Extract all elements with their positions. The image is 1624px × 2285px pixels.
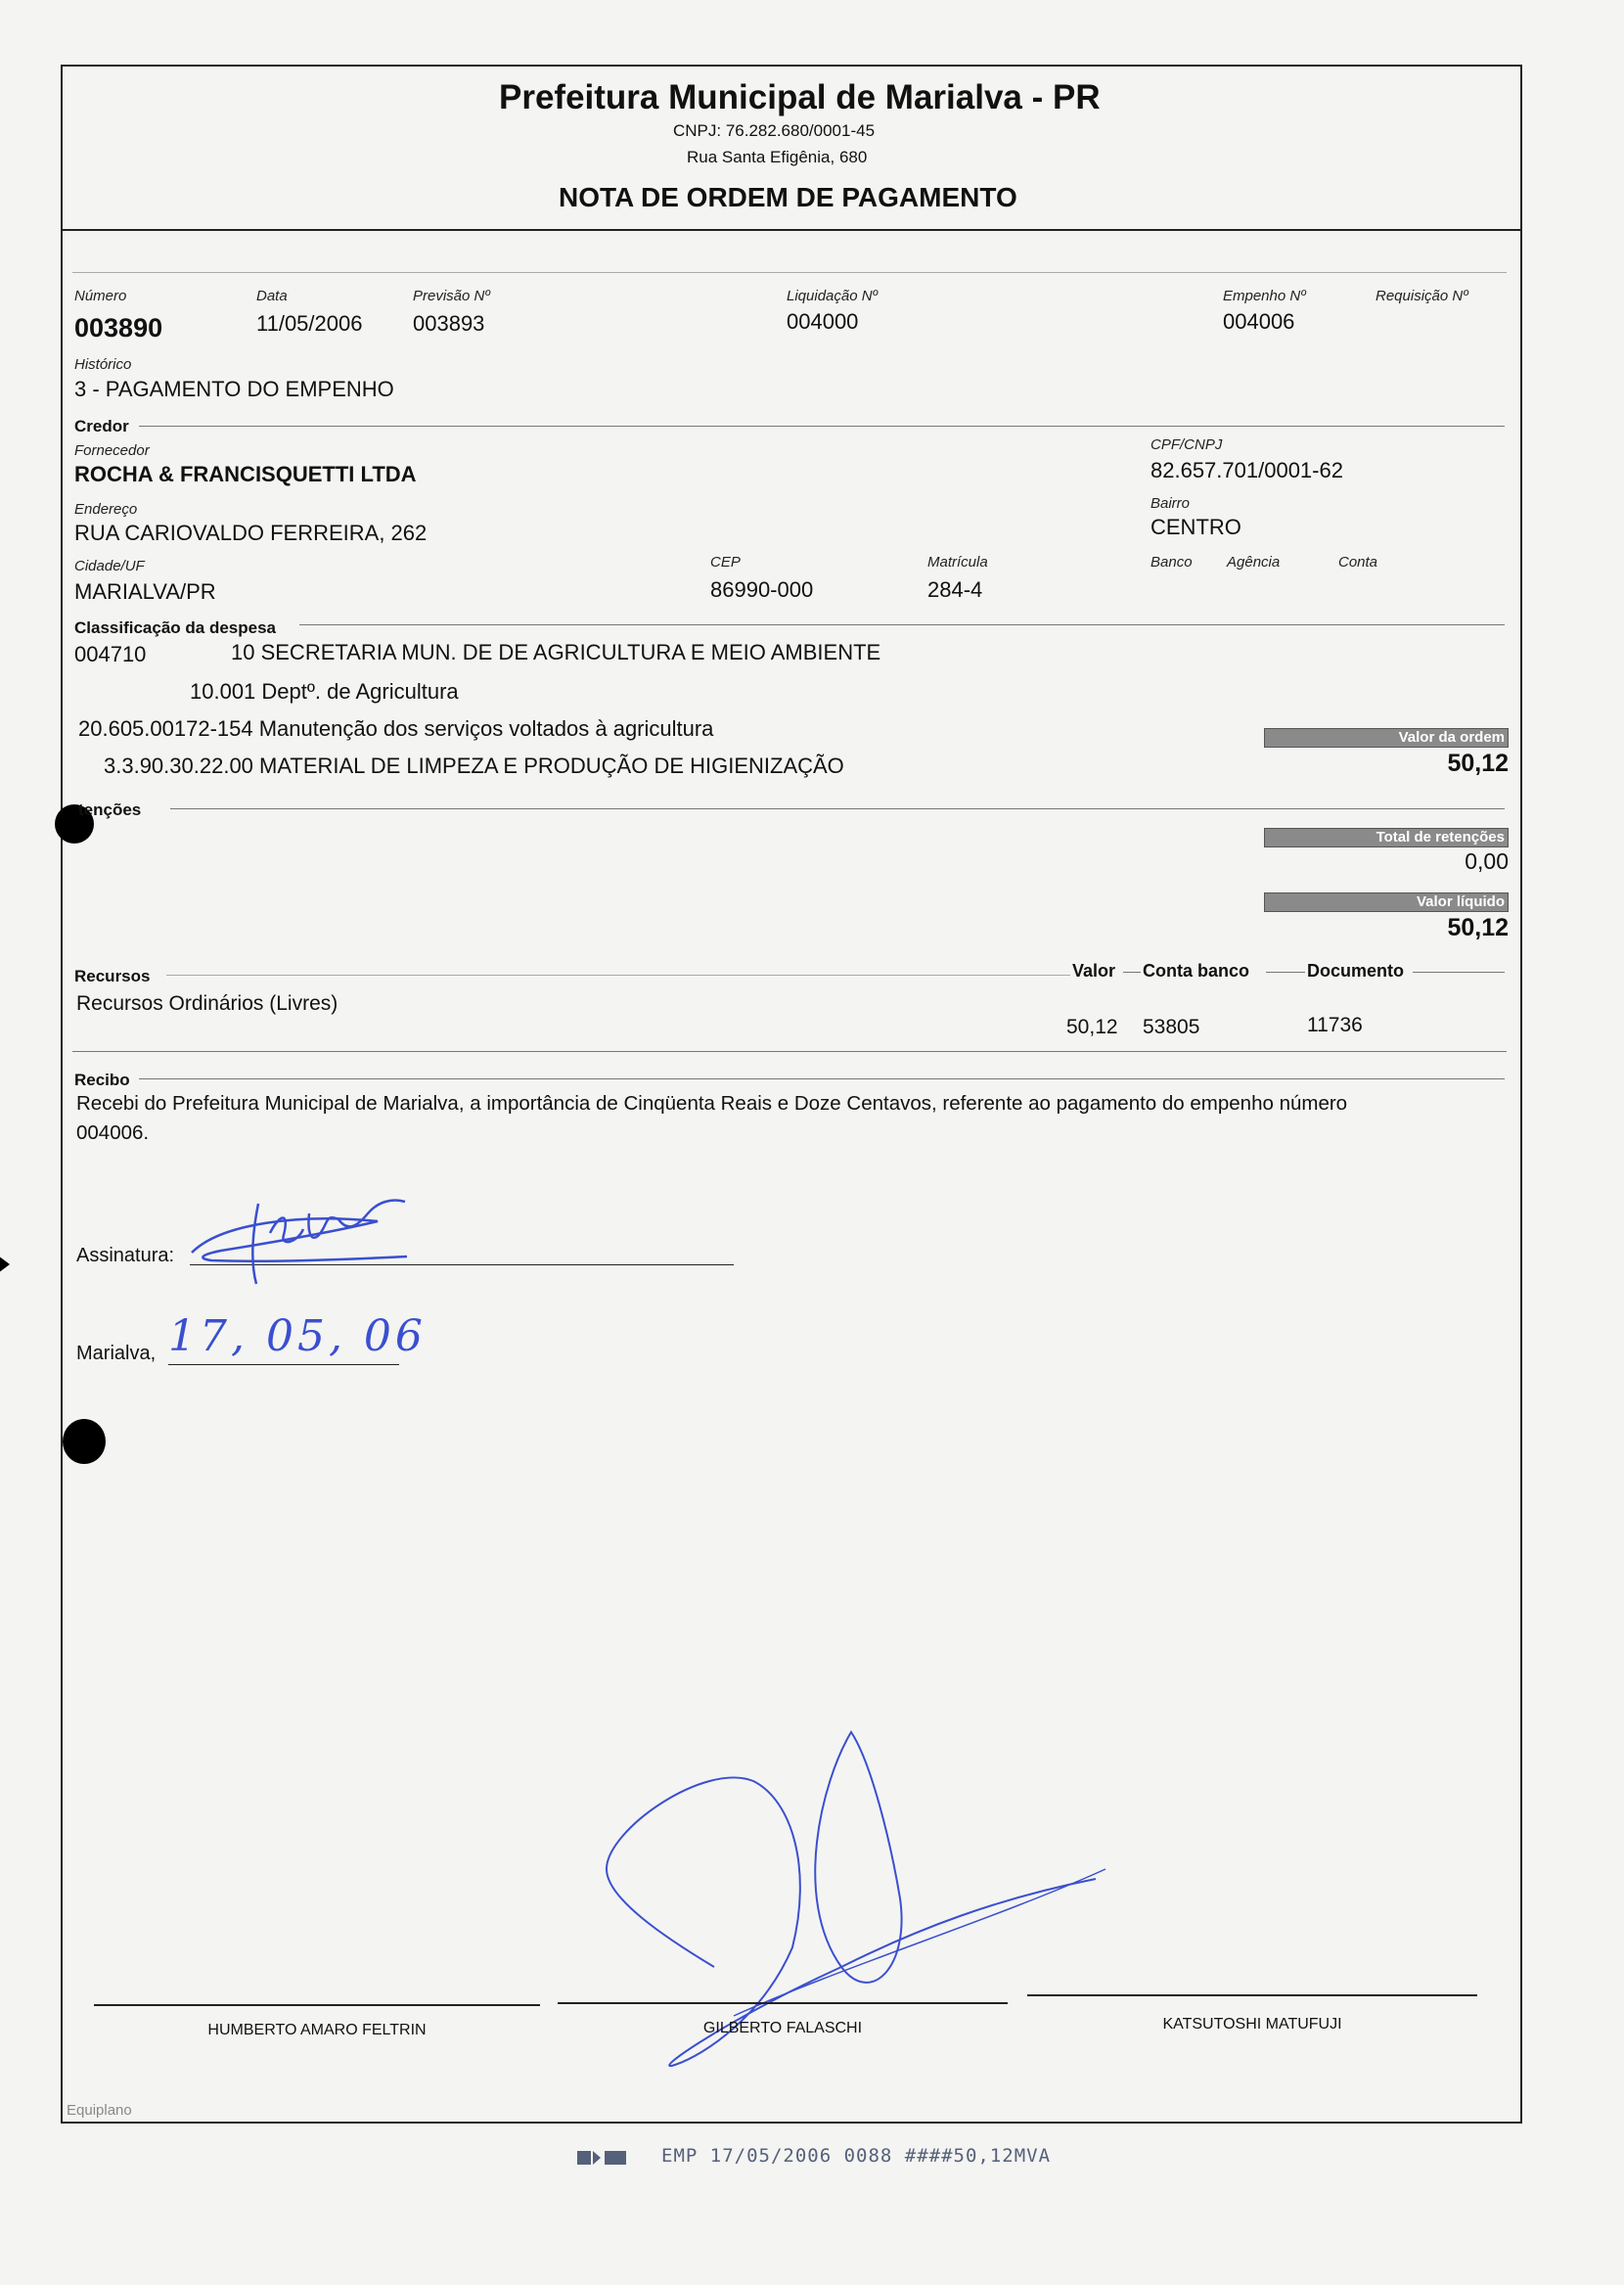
- date-line: [168, 1364, 399, 1365]
- liquidacao-value: 004000: [787, 309, 859, 334]
- cpf-value: 82.657.701/0001-62: [1150, 458, 1343, 482]
- total-retencoes-label: Total de retenções: [1376, 829, 1505, 845]
- recursos-valor: 50,12: [1066, 1016, 1118, 1038]
- assinatura-label: Assinatura:: [76, 1245, 175, 1266]
- signature-line-3: [1027, 1994, 1477, 1996]
- edge-marker: [0, 1253, 10, 1276]
- endereco-label: Endereço: [74, 501, 138, 518]
- recursos-descricao: Recursos Ordinários (Livres): [76, 992, 338, 1015]
- valor-liquido-header-bar: [1264, 892, 1509, 912]
- valor-ordem-header-bar: [1264, 728, 1509, 748]
- valor-liquido-value: 50,12: [1447, 914, 1509, 941]
- historico-value: 3 - PAGAMENTO DO EMPENHO: [74, 377, 394, 401]
- recursos-documento-header: Documento: [1307, 961, 1404, 981]
- numero-label: Número: [74, 288, 127, 304]
- fornecedor-value: ROCHA & FRANCISQUETTI LTDA: [74, 462, 417, 486]
- retencoes-section-label: tenções: [78, 800, 142, 819]
- requisicao-label: Requisição Nº: [1376, 288, 1468, 304]
- recibo-section-label: Recibo: [74, 1071, 130, 1089]
- cidade-value: MARIALVA/PR: [74, 579, 216, 604]
- fornecedor-label: Fornecedor: [74, 442, 150, 459]
- signatory-3: KATSUTOSHI MATUFUJI: [1162, 2016, 1342, 2033]
- cpf-label: CPF/CNPJ: [1150, 436, 1223, 453]
- numero-value: 003890: [74, 313, 163, 343]
- matricula-label: Matrícula: [927, 554, 988, 571]
- footer-stamp: EMP 17/05/2006 0088 ####50,12MVA: [661, 2145, 1052, 2167]
- stamp-logo-icon: [575, 2145, 630, 2171]
- endereco-value: RUA CARIOVALDO FERREIRA, 262: [74, 521, 428, 545]
- bairro-value: CENTRO: [1150, 515, 1241, 539]
- data-label: Data: [256, 288, 288, 304]
- recursos-conta: 53805: [1143, 1016, 1200, 1038]
- classificacao-line3: 20.605.00172-154 Manutenção dos serviços voltados à agricultura: [78, 716, 714, 741]
- header-divider: [61, 229, 1522, 231]
- valor-ordem-value: 50,12: [1447, 750, 1509, 777]
- local-label: Marialva,: [76, 1343, 157, 1364]
- recursos-header-rule-3: [1413, 972, 1505, 973]
- page-title: Prefeitura Municipal de Marialva - PR: [499, 78, 1101, 116]
- credor-section-label: Credor: [74, 417, 129, 435]
- cep-label: CEP: [710, 554, 741, 571]
- retencoes-rule: [170, 808, 1505, 809]
- valor-liquido-label: Valor líquido: [1416, 893, 1505, 910]
- software-credit: Equiplano: [67, 2102, 132, 2119]
- signatory-2: GILBERTO FALASCHI: [702, 2020, 863, 2036]
- address-text: Rua Santa Efigênia, 680: [687, 148, 868, 166]
- liquidacao-label: Liquidação Nº: [787, 288, 879, 304]
- previsao-label: Previsão Nº: [413, 288, 490, 304]
- signature-line-2: [558, 2002, 1008, 2004]
- classificacao-line2: 10.001 Deptº. de Agricultura: [190, 679, 459, 704]
- valor-ordem-label: Valor da ordem: [1398, 729, 1505, 746]
- recibo-text-line1: Recebi do Prefeitura Municipal de Marialva, a importância de Cinqüenta Reais e Doze Centavos, referente ao pagamento do empenho número: [76, 1092, 1348, 1115]
- recursos-valor-header: Valor: [1072, 961, 1116, 981]
- classificacao-line1: 10 SECRETARIA MUN. DE DE AGRICULTURA E MEIO AMBIENTE: [231, 640, 881, 664]
- empenho-label: Empenho Nº: [1223, 288, 1306, 304]
- recursos-rule: [166, 975, 1070, 976]
- matricula-value: 284-4: [927, 577, 983, 602]
- bairro-label: Bairro: [1150, 495, 1191, 512]
- total-retencoes-value: 0,00: [1465, 848, 1509, 874]
- handwritten-date: 17, 05, 06: [168, 1311, 427, 1361]
- document-title: NOTA DE ORDEM DE PAGAMENTO: [559, 182, 1017, 212]
- recursos-bottom-rule: [72, 1051, 1507, 1052]
- classificacao-section-label: Classificação da despesa: [74, 618, 277, 637]
- signature-line-1: [94, 2004, 540, 2006]
- punch-hole-mark-2: [63, 1419, 106, 1464]
- recibo-rule: [139, 1078, 1505, 1079]
- recursos-header-rule-1: [1123, 972, 1141, 973]
- conta-label: Conta: [1338, 554, 1378, 571]
- recibo-text-line2: 004006.: [76, 1121, 150, 1144]
- empenho-value: 004006: [1223, 309, 1295, 334]
- signatory-1: HUMBERTO AMARO FELTRIN: [207, 2022, 427, 2038]
- fields-top-rule: [72, 272, 1507, 273]
- agencia-label: Agência: [1227, 554, 1281, 571]
- classificacao-code: 004710: [74, 642, 147, 666]
- data-value: 11/05/2006: [256, 311, 363, 336]
- historico-label: Histórico: [74, 356, 132, 373]
- cep-value: 86990-000: [710, 577, 814, 602]
- classificacao-line4: 3.3.90.30.22.00 MATERIAL DE LIMPEZA E PRODUÇÃO DE HIGIENIZAÇÃO: [104, 754, 844, 778]
- total-retencoes-header-bar: [1264, 828, 1509, 847]
- recursos-header-rule-2: [1266, 972, 1305, 973]
- banco-label: Banco: [1150, 554, 1193, 571]
- previsao-value: 003893: [413, 311, 485, 336]
- recursos-documento: 11736: [1307, 1014, 1363, 1036]
- cidade-label: Cidade/UF: [74, 558, 145, 574]
- recursos-conta-header: Conta banco: [1143, 961, 1250, 981]
- classificacao-rule: [299, 624, 1505, 625]
- recipient-signature: [182, 1174, 436, 1292]
- recursos-section-label: Recursos: [74, 967, 151, 985]
- cnpj-text: CNPJ: 76.282.680/0001-45: [673, 121, 876, 140]
- credor-rule: [139, 426, 1505, 427]
